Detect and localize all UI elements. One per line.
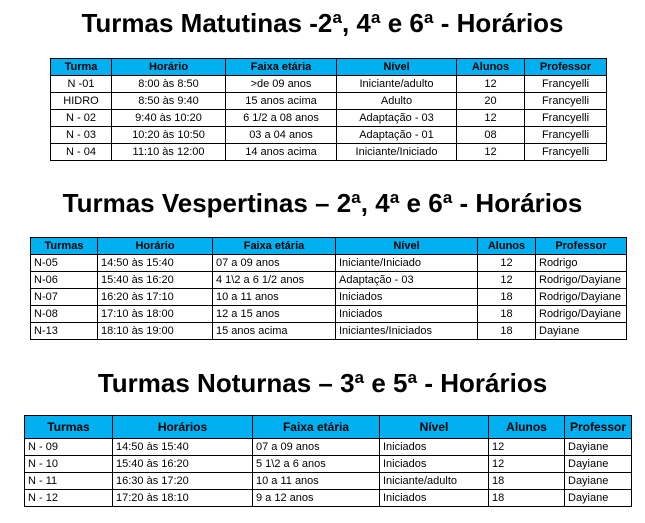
column-header-age-range: Faixa etária [213, 238, 336, 255]
teacher-cell: Francyelli [525, 93, 607, 110]
level-cell: Iniciados [336, 306, 478, 323]
teacher-cell: Rodrigo/Dayiane [536, 306, 627, 323]
column-header-age-range: Faixa etária [226, 59, 337, 76]
class-code-cell: N-05 [31, 255, 98, 272]
morning-schedule-table [50, 58, 607, 161]
schedule-time-cell: 11:10 às 12:00 [112, 144, 226, 161]
schedule-time-cell: 10:20 às 10:50 [112, 127, 226, 144]
column-header-class-code: Turmas [25, 416, 113, 439]
students-count-cell: 12 [478, 255, 536, 272]
students-count-cell: 12 [489, 456, 565, 473]
table-row [31, 289, 627, 306]
teacher-cell: Francyelli [525, 110, 607, 127]
class-code-cell: N - 12 [25, 490, 113, 507]
schedule-time-cell: 16:20 às 17:10 [98, 289, 213, 306]
class-code-cell: N-13 [31, 323, 98, 340]
students-count-cell: 18 [478, 289, 536, 306]
teacher-cell: Francyelli [525, 127, 607, 144]
age-range-cell: 07 a 09 anos [213, 255, 336, 272]
students-count-cell: 18 [478, 306, 536, 323]
level-cell: Adaptação - 03 [337, 110, 457, 127]
level-cell: Adaptação - 03 [336, 272, 478, 289]
age-range-cell: 5 1\2 a 6 anos [253, 456, 380, 473]
students-count-cell: 18 [489, 473, 565, 490]
table-row [25, 456, 632, 473]
column-header-teacher: Professor [536, 238, 627, 255]
table-header-row [51, 59, 607, 76]
table-row [25, 473, 632, 490]
schedule-time-cell: 8:50 às 9:40 [112, 93, 226, 110]
table-row [25, 439, 632, 456]
column-header-class-code: Turmas [31, 238, 98, 255]
age-range-cell: 12 a 15 anos [213, 306, 336, 323]
column-header-students-count: Alunos [489, 416, 565, 439]
table-row [51, 144, 607, 161]
level-cell: Iniciante/adulto [380, 473, 489, 490]
table-row [31, 306, 627, 323]
age-range-cell: 15 anos acima [226, 93, 337, 110]
night-schedule-table [24, 415, 632, 507]
column-header-level: Nível [336, 238, 478, 255]
table-row [51, 93, 607, 110]
level-cell: Iniciados [336, 289, 478, 306]
students-count-cell: 12 [478, 272, 536, 289]
age-range-cell: 14 anos acima [226, 144, 337, 161]
class-code-cell: N-06 [31, 272, 98, 289]
students-count-cell: 20 [457, 93, 525, 110]
column-header-students-count: Alunos [478, 238, 536, 255]
age-range-cell: >de 09 anos [226, 76, 337, 93]
schedule-time-cell: 15:40 às 16:20 [98, 272, 213, 289]
teacher-cell: Dayiane [565, 490, 632, 507]
age-range-cell: 6 1/2 a 08 anos [226, 110, 337, 127]
table-header-row [25, 416, 632, 439]
level-cell: Iniciados [380, 456, 489, 473]
age-range-cell: 10 a 11 anos [253, 473, 380, 490]
column-header-schedule-time: Horário [112, 59, 226, 76]
column-header-students-count: Alunos [457, 59, 525, 76]
class-code-cell: N -01 [51, 76, 112, 93]
table-row [25, 490, 632, 507]
level-cell: Adulto [337, 93, 457, 110]
table-header-row [31, 238, 627, 255]
table-row [51, 76, 607, 93]
table-row [31, 255, 627, 272]
table-row [31, 272, 627, 289]
level-cell: Adaptação - 01 [337, 127, 457, 144]
level-cell: Iniciados [380, 439, 489, 456]
age-range-cell: 15 anos acima [213, 323, 336, 340]
students-count-cell: 12 [489, 439, 565, 456]
teacher-cell: Rodrigo/Dayiane [536, 289, 627, 306]
schedule-time-cell: 17:10 às 18:00 [98, 306, 213, 323]
students-count-cell: 08 [457, 127, 525, 144]
column-header-schedule-time: Horário [98, 238, 213, 255]
schedule-time-cell: 9:40 às 10:20 [112, 110, 226, 127]
teacher-cell: Dayiane [565, 473, 632, 490]
level-cell: Iniciante/Iniciado [337, 144, 457, 161]
level-cell: Iniciante/Iniciado [336, 255, 478, 272]
students-count-cell: 12 [457, 110, 525, 127]
students-count-cell: 12 [457, 76, 525, 93]
schedule-time-cell: 16:30 às 17:20 [113, 473, 253, 490]
students-count-cell: 12 [457, 144, 525, 161]
level-cell: Iniciados [380, 490, 489, 507]
afternoon-title: Turmas Vespertinas – 2ª, 4ª e 6ª - Horários [62, 188, 583, 218]
teacher-cell: Francyelli [525, 144, 607, 161]
class-code-cell: N-08 [31, 306, 98, 323]
students-count-cell: 18 [489, 490, 565, 507]
column-header-age-range: Faixa etária [253, 416, 380, 439]
age-range-cell: 03 a 04 anos [226, 127, 337, 144]
schedule-time-cell: 15:40 às 16:20 [113, 456, 253, 473]
column-header-level: Nível [380, 416, 489, 439]
class-code-cell: N-07 [31, 289, 98, 306]
level-cell: Iniciantes/Iniciados [336, 323, 478, 340]
class-code-cell: N - 09 [25, 439, 113, 456]
table-row [51, 110, 607, 127]
table-row [51, 127, 607, 144]
schedule-time-cell: 14:50 às 15:40 [98, 255, 213, 272]
teacher-cell: Dayiane [565, 456, 632, 473]
class-code-cell: N - 02 [51, 110, 112, 127]
schedule-time-cell: 14:50 às 15:40 [113, 439, 253, 456]
night-title: Turmas Noturnas – 3ª e 5ª - Horários [97, 368, 548, 398]
class-code-cell: N - 03 [51, 127, 112, 144]
level-cell: Iniciante/adulto [337, 76, 457, 93]
age-range-cell: 9 a 12 anos [253, 490, 380, 507]
teacher-cell: Francyelli [525, 76, 607, 93]
schedule-time-cell: 17:20 às 18:10 [113, 490, 253, 507]
schedule-time-cell: 18:10 às 19:00 [98, 323, 213, 340]
schedule-time-cell: 8:00 às 8:50 [112, 76, 226, 93]
age-range-cell: 10 a 11 anos [213, 289, 336, 306]
teacher-cell: Dayiane [536, 323, 627, 340]
age-range-cell: 07 a 09 anos [253, 439, 380, 456]
column-header-level: Nível [337, 59, 457, 76]
table-row [31, 323, 627, 340]
class-code-cell: N - 04 [51, 144, 112, 161]
class-code-cell: N - 11 [25, 473, 113, 490]
afternoon-schedule-table [30, 237, 627, 340]
teacher-cell: Rodrigo [536, 255, 627, 272]
morning-title: Turmas Matutinas -2ª, 4ª e 6ª - Horários [81, 8, 564, 38]
students-count-cell: 18 [478, 323, 536, 340]
column-header-teacher: Professor [565, 416, 632, 439]
teacher-cell: Dayiane [565, 439, 632, 456]
column-header-teacher: Professor [525, 59, 607, 76]
age-range-cell: 4 1\2 a 6 1/2 anos [213, 272, 336, 289]
class-code-cell: N - 10 [25, 456, 113, 473]
class-code-cell: HIDRO [51, 93, 112, 110]
column-header-schedule-time: Horários [113, 416, 253, 439]
teacher-cell: Rodrigo/Dayiane [536, 272, 627, 289]
column-header-class-code: Turma [51, 59, 112, 76]
